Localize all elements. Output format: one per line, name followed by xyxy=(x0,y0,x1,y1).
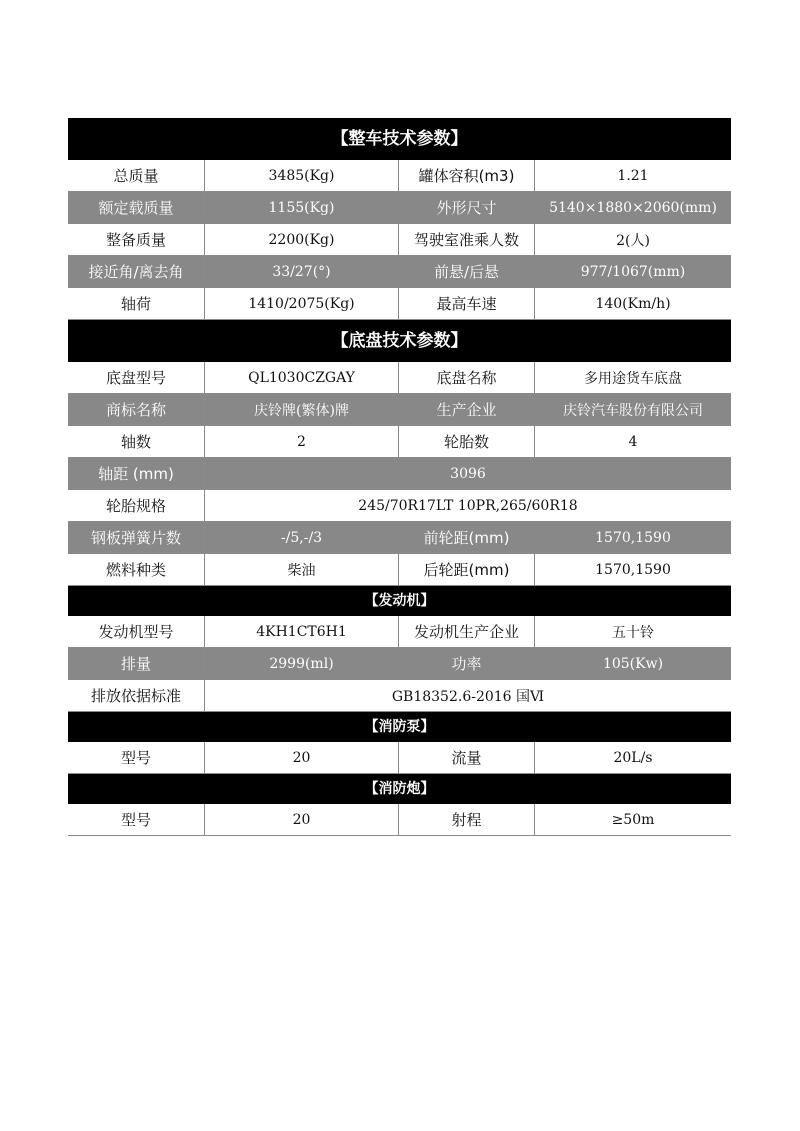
section-header: 【整车技术参数】 xyxy=(68,118,731,160)
param-label: 轴数 xyxy=(68,426,205,457)
param-label: 总质量 xyxy=(68,160,205,191)
param-value: 2 xyxy=(205,426,399,457)
param-label: 整备质量 xyxy=(68,224,205,255)
section-header: 【消防炮】 xyxy=(68,774,731,804)
param-label: 钢板弹簧片数 xyxy=(68,522,205,553)
spec-sheet xyxy=(68,118,731,836)
param-label: 发动机生产企业 xyxy=(399,616,535,647)
param-label: 排量 xyxy=(68,648,205,679)
param-label: 额定载质量 xyxy=(68,192,205,223)
table-row xyxy=(68,522,731,554)
param-label: 商标名称 xyxy=(68,394,205,425)
section-header: 【发动机】 xyxy=(68,586,731,616)
table-row xyxy=(68,804,731,836)
param-label: 轴荷 xyxy=(68,288,205,319)
param-value: 2(人) xyxy=(616,232,650,249)
param-value: 1570,1590 xyxy=(595,529,671,546)
param-label: 驾驶室准乘人数 xyxy=(399,224,535,255)
param-value: ≥50m xyxy=(611,811,655,828)
param-value: 2200(Kg) xyxy=(205,224,399,255)
param-value: 245/70R17LT 10PR,265/60R18 xyxy=(358,497,578,514)
param-value: 3485(Kg) xyxy=(205,160,399,191)
param-value: 庆铃汽车股份有限公司 xyxy=(563,402,703,419)
param-value: 5140×1880×2060(mm) xyxy=(549,199,717,216)
table-row xyxy=(68,648,731,680)
param-value: 4KH1CT6H1 xyxy=(205,616,399,647)
param-value: 33/27(°) xyxy=(205,256,399,287)
param-value: GB18352.6-2016 国Ⅵ xyxy=(391,688,545,705)
param-label: 型号 xyxy=(68,742,205,773)
param-label: 轮胎规格 xyxy=(68,490,205,521)
param-value: 庆铃牌(繁体)牌 xyxy=(205,394,399,425)
table-row xyxy=(68,192,731,224)
param-label: 后轮距(mm) xyxy=(399,554,535,585)
param-label: 接近角/离去角 xyxy=(68,256,205,287)
param-value: 1570,1590 xyxy=(595,561,671,578)
param-label: 排放依据标准 xyxy=(68,680,205,711)
param-label: 最高车速 xyxy=(399,288,535,319)
param-value: 140(Km/h) xyxy=(595,295,671,312)
param-value: 2999(ml) xyxy=(205,648,399,679)
param-value: 20 xyxy=(205,804,399,835)
param-value: 3096 xyxy=(450,465,486,482)
table-row xyxy=(68,490,731,522)
table-row xyxy=(68,362,731,394)
param-value: 1410/2075(Kg) xyxy=(205,288,399,319)
table-row xyxy=(68,160,731,192)
param-label: 发动机型号 xyxy=(68,616,205,647)
param-label: 轴距 (mm) xyxy=(68,458,205,489)
table-row xyxy=(68,554,731,586)
param-label: 外形尺寸 xyxy=(399,192,535,223)
param-value: 20L/s xyxy=(613,749,653,766)
section-header: 【底盘技术参数】 xyxy=(68,320,731,362)
table-row xyxy=(68,680,731,712)
table-row xyxy=(68,224,731,256)
param-value: 1155(Kg) xyxy=(205,192,399,223)
param-label: 罐体容积(m3) xyxy=(399,160,535,191)
param-label: 射程 xyxy=(399,804,535,835)
param-value: QL1030CZGAY xyxy=(205,362,399,393)
param-value: -/5,-/3 xyxy=(205,522,399,553)
param-label: 燃料种类 xyxy=(68,554,205,585)
param-label: 轮胎数 xyxy=(399,426,535,457)
section-header: 【消防泵】 xyxy=(68,712,731,742)
table-row xyxy=(68,742,731,774)
table-row xyxy=(68,458,731,490)
param-value: 4 xyxy=(628,433,638,450)
param-label: 功率 xyxy=(399,648,535,679)
table-row xyxy=(68,426,731,458)
param-label: 前轮距(mm) xyxy=(399,522,535,553)
param-value: 五十铃 xyxy=(612,624,654,641)
param-value: 20 xyxy=(205,742,399,773)
param-label: 前悬/后悬 xyxy=(399,256,535,287)
table-row xyxy=(68,616,731,648)
param-value: 105(Kw) xyxy=(602,655,664,672)
param-label: 型号 xyxy=(68,804,205,835)
table-row xyxy=(68,394,731,426)
param-label: 底盘名称 xyxy=(399,362,535,393)
table-row xyxy=(68,256,731,288)
param-label: 流量 xyxy=(399,742,535,773)
param-label: 生产企业 xyxy=(399,394,535,425)
param-label: 底盘型号 xyxy=(68,362,205,393)
param-value: 多用途货车底盘 xyxy=(584,370,682,387)
param-value: 1.21 xyxy=(617,167,649,184)
table-row xyxy=(68,288,731,320)
param-value: 977/1067(mm) xyxy=(580,263,686,280)
param-value: 柴油 xyxy=(205,554,399,585)
